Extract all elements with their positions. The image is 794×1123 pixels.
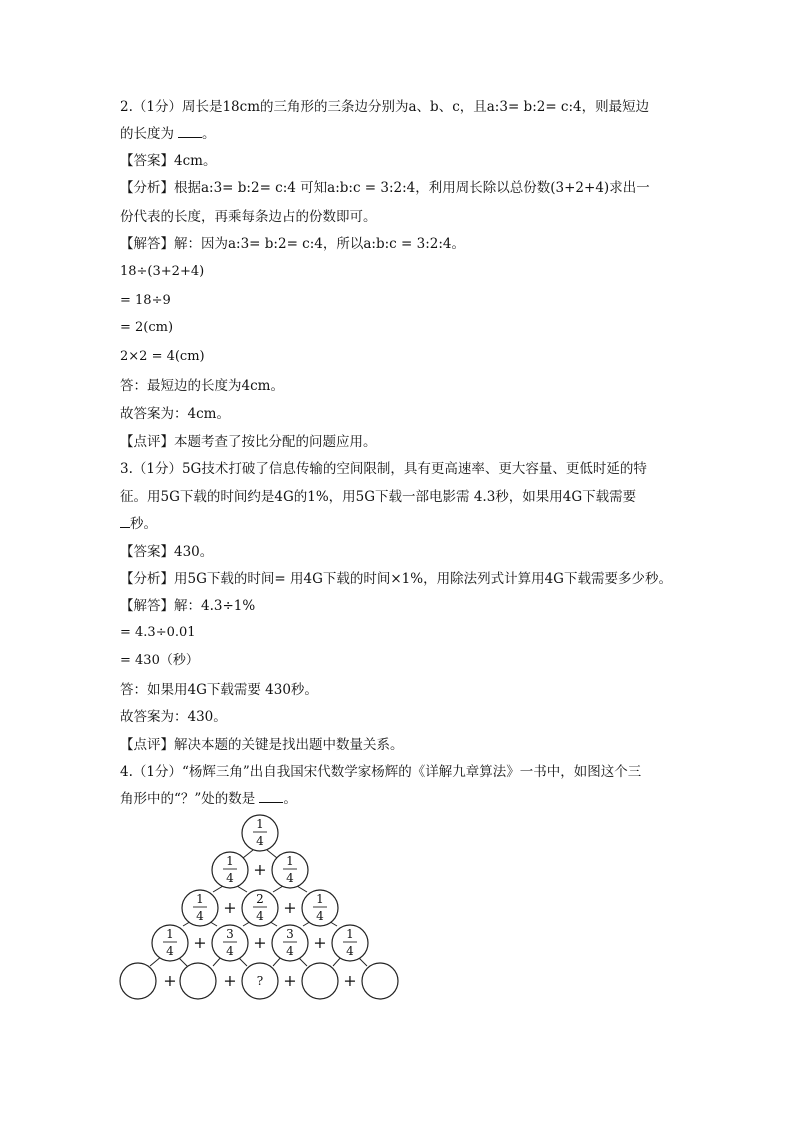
- numerator: 1: [256, 817, 264, 831]
- numerator: 3: [286, 927, 294, 941]
- q2-reply: 答：最短边的长度为4cm。: [120, 378, 284, 394]
- q2-comment: 【点评】本题考查了按比分配的问题应用。: [120, 434, 377, 450]
- question-mark: ?: [256, 974, 264, 988]
- denominator: 4: [256, 909, 264, 923]
- q3-final: 故答案为：430。: [120, 709, 227, 725]
- numerator: 3: [226, 927, 234, 941]
- q2-line2-end: 。: [202, 126, 216, 142]
- q2-calc1: 18÷(3+2+4): [120, 264, 205, 279]
- numerator: 1: [286, 854, 294, 868]
- circle-row2-2: [272, 852, 308, 888]
- numerator: 2: [256, 892, 264, 906]
- q3-line2: 征。用5G下载的时间约是4G的1%，用5G下载一部电影需 4.3秒，如果用4G下载需要: [120, 489, 637, 505]
- numerator: 1: [196, 892, 204, 906]
- denominator: 4: [196, 909, 204, 923]
- denominator: 4: [316, 909, 324, 923]
- numerator: 1: [316, 892, 324, 906]
- plus-sign: +: [193, 933, 207, 952]
- plus-sign: +: [313, 933, 327, 952]
- circle-row3-2: [242, 890, 278, 926]
- denominator: 4: [286, 871, 294, 885]
- denominator: 4: [226, 871, 234, 885]
- numerator: 1: [226, 854, 234, 868]
- numerator: 1: [166, 927, 174, 941]
- circle-row3-1: [182, 890, 218, 926]
- circle-row1-1: [242, 815, 278, 851]
- q3-line3: [120, 514, 680, 534]
- q2-analysis-line1: 【分析】根据a:3= b:2= c:4 可知a:b:c = 3:2:4，利用周长除以总份数(3+2+4)求出一: [120, 180, 650, 196]
- denominator: 4: [286, 944, 294, 958]
- denominator: 4: [166, 944, 174, 958]
- plus-sign: +: [343, 971, 357, 990]
- denominator: 4: [256, 834, 264, 848]
- q2-line2-text: 的长度为: [120, 126, 174, 142]
- q3-solution: 【解答】解：4.3÷1%: [120, 598, 256, 614]
- plus-sign: +: [283, 971, 297, 990]
- circle-row4-1: [152, 925, 188, 961]
- denominator: 4: [226, 944, 234, 958]
- q4-line1: 4.（1分）“杨辉三角”出自我国宋代数学家杨辉的《详解九章算法》一书中，如图这个三: [120, 764, 642, 780]
- q4-line2: [120, 789, 680, 809]
- q4-line2-end: 。: [283, 791, 297, 807]
- circle-row4-3: [272, 925, 308, 961]
- q2-line2: [120, 124, 680, 144]
- q3-reply: 答：如果用4G下载需要 430秒。: [120, 682, 318, 698]
- q2-line1: 2.（1分）周长是18cm的三角形的三条边分别为a、b、c，且a:3= b:2= c:4，则最短边: [120, 99, 650, 115]
- circle-row4-2: [212, 925, 248, 961]
- denominator: 4: [346, 944, 354, 958]
- q3-line3-text: 秒。: [130, 516, 157, 532]
- q3-comment: 【点评】解决本题的关键是找出题中数量关系。: [120, 737, 404, 753]
- circle-row3-3: [302, 890, 338, 926]
- numerator: 1: [346, 927, 354, 941]
- q2-solution: 【解答】解：因为a:3= b:2= c:4，所以a:b:c = 3:2:4。: [120, 236, 465, 252]
- q3-analysis: 【分析】用5G下载的时间= 用4G下载的时间×1%，用除法列式计算用4G下载需要多少秒。: [120, 571, 672, 587]
- yang-hui-triangle-diagram: [110, 810, 410, 1010]
- q2-calc3: = 2(cm): [120, 320, 174, 335]
- q3-calc1: = 4.3÷0.01: [120, 625, 196, 640]
- answer-blank: [178, 125, 202, 138]
- q4-line2-text: 角形中的“？”处的数是: [120, 791, 256, 807]
- q3-answer: 【答案】430。: [120, 544, 214, 560]
- q3-calc2: = 430（秒）: [120, 653, 199, 668]
- circle-row5-2: [180, 963, 216, 999]
- circle-row5-4: [302, 963, 338, 999]
- plus-sign: +: [253, 860, 267, 879]
- plus-sign: +: [223, 898, 237, 917]
- q2-calc2: = 18÷9: [120, 293, 171, 308]
- q2-answer: 【答案】4cm。: [120, 153, 217, 169]
- answer-blank: [259, 790, 283, 803]
- plus-sign: +: [223, 971, 237, 990]
- circle-row5-5: [362, 963, 398, 999]
- q3-line1: 3.（1分）5G技术打破了信息传输的空间限制，具有更高速率、更大容量、更低时延的特: [120, 461, 647, 477]
- q2-calc4: 2×2 = 4(cm): [120, 349, 205, 364]
- plus-sign: +: [283, 898, 297, 917]
- q2-final: 故答案为：4cm。: [120, 406, 230, 422]
- circle-row5-1: [120, 963, 156, 999]
- plus-sign: +: [163, 971, 177, 990]
- q2-analysis-line2: 份代表的长度，再乘每条边占的份数即可。: [120, 209, 377, 225]
- circle-row4-4: [332, 925, 368, 961]
- answer-blank: [120, 515, 130, 528]
- plus-sign: +: [253, 933, 267, 952]
- circle-row2-1: [212, 852, 248, 888]
